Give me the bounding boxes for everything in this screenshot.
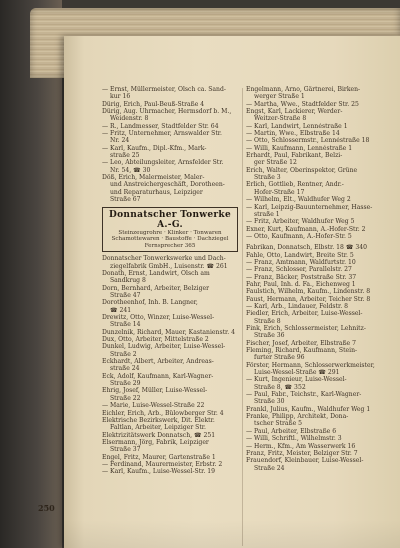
directory-entry-line: Dürig, Erich, Paul-Beuß-Straße 4	[102, 100, 205, 108]
directory-entry-line: Straße 14	[110, 321, 141, 329]
directory-entry-line: Elsermann, Jörg, Fabrik, Leipziger	[102, 438, 209, 446]
directory-entry-line: Dunzelnik, Richard, Mauer, Kastanienstr. 4	[102, 328, 236, 336]
directory-entry-line: und Anstreichergeschäft, Dorotheen-	[110, 181, 225, 189]
directory-entry-line: — Franz, Schlosser, Parallelstr. 27	[246, 266, 352, 274]
directory-entry-line: Nr. 24	[110, 137, 130, 145]
directory-entry-line: Dorn, Bernhard, Arbeiter, Belziger	[102, 284, 209, 292]
directory-entry-line: Erhardt, Paul, Fabrikant, Belzi-	[246, 152, 343, 160]
directory-entry-line: Döß, Erich, Malermeister, Maler-	[102, 174, 205, 182]
directory-entry-line: — Fritz, Unternehmer, Arnswalder Str.	[102, 130, 222, 138]
ad-title: Donnatscher Tonwerke A.-G.	[109, 209, 231, 230]
directory-entry-line: Elektrizitätswerk Donnatsch, ☎ 251	[102, 431, 216, 439]
page-shadow	[64, 520, 400, 548]
directory-entry-line: Eck, Adolf, Kaufmann, Karl-Wagner-	[102, 372, 214, 380]
directory-entry-line: — R., Landmesser, Stadtfelder Str. 64	[102, 122, 219, 130]
directory-entry-line: Frankl, Julius, Kaufm., Waldhufer Weg 1	[246, 405, 371, 413]
directory-entry-line: — Willi, Kaufmann, Lennéstraße 1	[246, 144, 353, 152]
directory-entry-line: — Karl, Arb., Lindauer, Feldstr. 8	[246, 302, 349, 310]
directory-entry-line: Engst, Karl, Lackierer, Werder-	[246, 108, 343, 116]
directory-entry-line: — Karl, Landwirt, Lennéstraße 1	[246, 122, 348, 130]
dark-background	[0, 0, 62, 548]
directory-entry-line: Fink, Erich, Schlossermeister, Lehnitz-	[246, 325, 366, 332]
directory-entry-line: Nr. 54, ☎ 30	[110, 166, 151, 174]
directory-entry-line: Sandkrug 8	[110, 277, 146, 285]
directory-entry-line: Weitzer-Straße 8	[254, 115, 307, 123]
directory-entry-line: Eichler, Erich, Arb., Bülowberger Str. 4	[102, 409, 224, 417]
directory-entry-line: ☎ 241	[110, 306, 132, 314]
directory-entry-line: Luise-Wessel-Straße ☎ 291	[254, 369, 340, 377]
directory-entry-line: Hofer-Straße 17	[254, 188, 305, 196]
directory-entry-line: — Leo, Abteilungsleiter, Arnsfelder Str.	[102, 159, 224, 167]
directory-entry-line: — Ernst, Müllermeister, Olsch ca. Sand-	[102, 86, 226, 93]
directory-page	[64, 36, 400, 548]
directory-entry-line: — Wilhelm, Elt., Waldhufer Weg 2	[246, 196, 351, 204]
directory-entry-line: Straße 29	[110, 380, 141, 388]
directory-entry-line: straße 25	[110, 152, 140, 160]
directory-entry-line: Straße 2	[110, 350, 137, 358]
ad-line: Schamottewaren · Baustoffe · Dachziegel	[111, 236, 229, 243]
directory-entry-line: Franz, Fritz, Meister, Belziger Str. 7	[246, 449, 358, 457]
directory-entry-line: Straße 30	[254, 398, 285, 406]
directory-entry-line: Faulstich, Wilhelm, Kaufm., Lindenstr. 8	[246, 288, 371, 296]
directory-entry-line: — Marie, Luise-Wessel-Straße 22	[102, 402, 205, 410]
directory-entry-line: Faust, Hermann, Arbeiter, Teicher Str. 8	[246, 295, 371, 303]
directory-entry-line: Donath, Ernst, Landwirt, Olsch am	[102, 269, 210, 277]
directory-entry-line: — Otto, Schlossermstr., Lennéstraße 18	[246, 137, 370, 145]
directory-entry-line: Straße 37	[110, 446, 141, 454]
directory-entry-line: tscher Straße 5	[254, 420, 303, 428]
directory-entry-line: straße 1	[254, 210, 280, 218]
directory-entry-line: Straße 67	[110, 196, 141, 204]
directory-entry-line: Straße 47	[110, 292, 141, 299]
directory-entry-line: — Otto, Kaufmann, A.-Hofer-Str. 5	[246, 232, 352, 240]
directory-entry-line: — Franz, Bäcker, Poststraße Str. 37	[246, 273, 357, 281]
directory-entry-line: Elektrische Bezirkswerk, Dit. Elektr.	[102, 416, 215, 424]
directory-entry-line: Exner, Kurt, Kaufmann, A.-Hofer-Str. 2	[246, 225, 366, 233]
left-entries-top	[102, 86, 238, 204]
directory-entry-line: ziegelfabrik GmbH., Luisenstr. ☎ 261	[110, 262, 228, 270]
directory-entry-line: — Kurt, Ingenieur, Luise-Wessel-	[246, 376, 347, 384]
directory-entry-line: Donnatscher Tonwerkswerke und Dach-	[102, 255, 226, 263]
directory-entry-line: — Karl, Leipzig-Bauunternehmer, Hasse-	[246, 203, 373, 211]
directory-entry-line: — Ferdinand, Maurermeister, Erbstr. 2	[102, 460, 223, 468]
advertisement-box	[102, 207, 238, 253]
directory-entry-line: Fahle, Otto, Landwirt, Breite Str. 5	[246, 251, 354, 259]
directory-entry-line: Fiedler, Erich, Arbeiter, Luise-Wessel-	[246, 310, 363, 318]
directory-entry-line: Faltlan, Arbeiter, Leipziger Str.	[110, 424, 206, 432]
directory-entry-line: Straße 8, ☎ 352	[254, 383, 306, 391]
directory-entry-line: — Paul, Arbeiter, Elbstraße 6	[246, 427, 337, 435]
directory-entry-line: Dunkel, Ludwig, Arbeiter, Luise-Wessel-	[102, 343, 226, 351]
directory-entry-line: Engelmann, Arno, Gärtnerei, Birken-	[246, 86, 361, 93]
directory-entry-line: — Karl, Kaufm., Dipl.-Kfm., Mark-	[102, 144, 207, 152]
left-column	[102, 86, 238, 476]
directory-entry-line: werger Straße 1	[254, 93, 305, 101]
directory-entry-line: Dürig, Aug. Uhrmacher, Hermsdorf b. M.,	[102, 108, 232, 116]
column-divider	[242, 88, 243, 546]
directory-entry-line: straße 24	[110, 365, 140, 373]
ad-line: Steinzeugrohre · Klinker · Tonwaren	[118, 229, 222, 236]
directory-entry-line: furter Straße 96	[254, 354, 305, 362]
directory-entry-line: — Fritz, Arbeiter, Waldhufer Weg 5	[246, 218, 355, 226]
directory-entry-line: Ehrig, Josef, Müller, Luise-Wessel-	[102, 387, 208, 395]
directory-entry-line: Straße 36	[254, 332, 285, 340]
directory-entry-line: — Franz, Amtmann, Waldfurtstr. 10	[246, 258, 356, 266]
page-number: 250	[38, 503, 55, 513]
directory-entry-line: — Martin, Wwe., Elbstraße 14	[246, 130, 340, 138]
right-entries	[246, 86, 382, 472]
directory-entry-line: Straße 24	[254, 464, 285, 472]
directory-entry-line: Eckhardt, Albert, Arbeiter, Andreas-	[102, 358, 214, 366]
directory-entry-line: Förster, Hermann, Schlosserwerkmeister,	[246, 361, 375, 369]
directory-entry-line: Franke, Philipp, Architekt, Dona-	[246, 413, 349, 421]
directory-entry-line: Frauendorf, Kleinbauer, Luise-Wessel-	[246, 457, 364, 465]
directory-entry-line: Drewitz, Otto, Winzer, Luise-Wessel-	[102, 314, 215, 322]
directory-entry-line: Fischer, Josef, Arbeiter, Elbstraße 7	[246, 339, 356, 347]
directory-entry-line: und Reparaturhaus, Leipziger	[110, 188, 203, 196]
directory-entry-line: Erlich, Gottlieb, Rentner, Andr.-	[246, 181, 344, 189]
ad-line: Fernsprecher 365	[144, 242, 196, 249]
right-column	[246, 86, 382, 472]
directory-entry-line: Straße 22	[110, 394, 141, 402]
directory-entry-line: Weidenstr. 8	[110, 115, 149, 123]
directory-entry-line: — Herm., Kfm., Am Wasserwerk 16	[246, 442, 356, 450]
directory-entry-line: Engel, Fritz, Maurer, Gartenstraße 1	[102, 453, 216, 461]
directory-entry-line: Dux, Otto, Arbeiter, Mittelstraße 2	[102, 336, 209, 344]
directory-entry-line: Erich, Walter, Oberinspektor, Grüne	[246, 166, 358, 174]
directory-entry-line: — Paul, Fabr., Teichstr., Karl-Wagner-	[246, 391, 362, 399]
directory-entry-line: — Willi, Schriftl., Wilhelmstr. 3	[246, 435, 342, 443]
directory-entry-line: Fahr, Paul, Inh. d. Fa., Eichenweg 1	[246, 280, 356, 288]
directory-entry-line: Straße 3	[254, 174, 281, 182]
directory-entry-line: kur 16	[110, 93, 131, 101]
directory-entry-line: — Martha, Wwe., Stadtfelder Str. 25	[246, 100, 359, 108]
directory-entry-line: ger Straße 12	[254, 159, 297, 167]
directory-entry-line: Fleming, Richard, Kaufmann, Stein-	[246, 347, 358, 355]
directory-entry-line: Straße 8	[254, 317, 281, 325]
directory-entry-line: Dorotheenhof, Inh. B. Langner,	[102, 299, 198, 307]
directory-entry-line: Fabrikan, Donnatsch, Elbstr. 18 ☎ 340	[246, 244, 367, 252]
left-entries-bottom	[102, 255, 238, 475]
directory-entry-line: — Karl, Kaufm., Luise-Wessel-Str. 19	[102, 468, 216, 476]
